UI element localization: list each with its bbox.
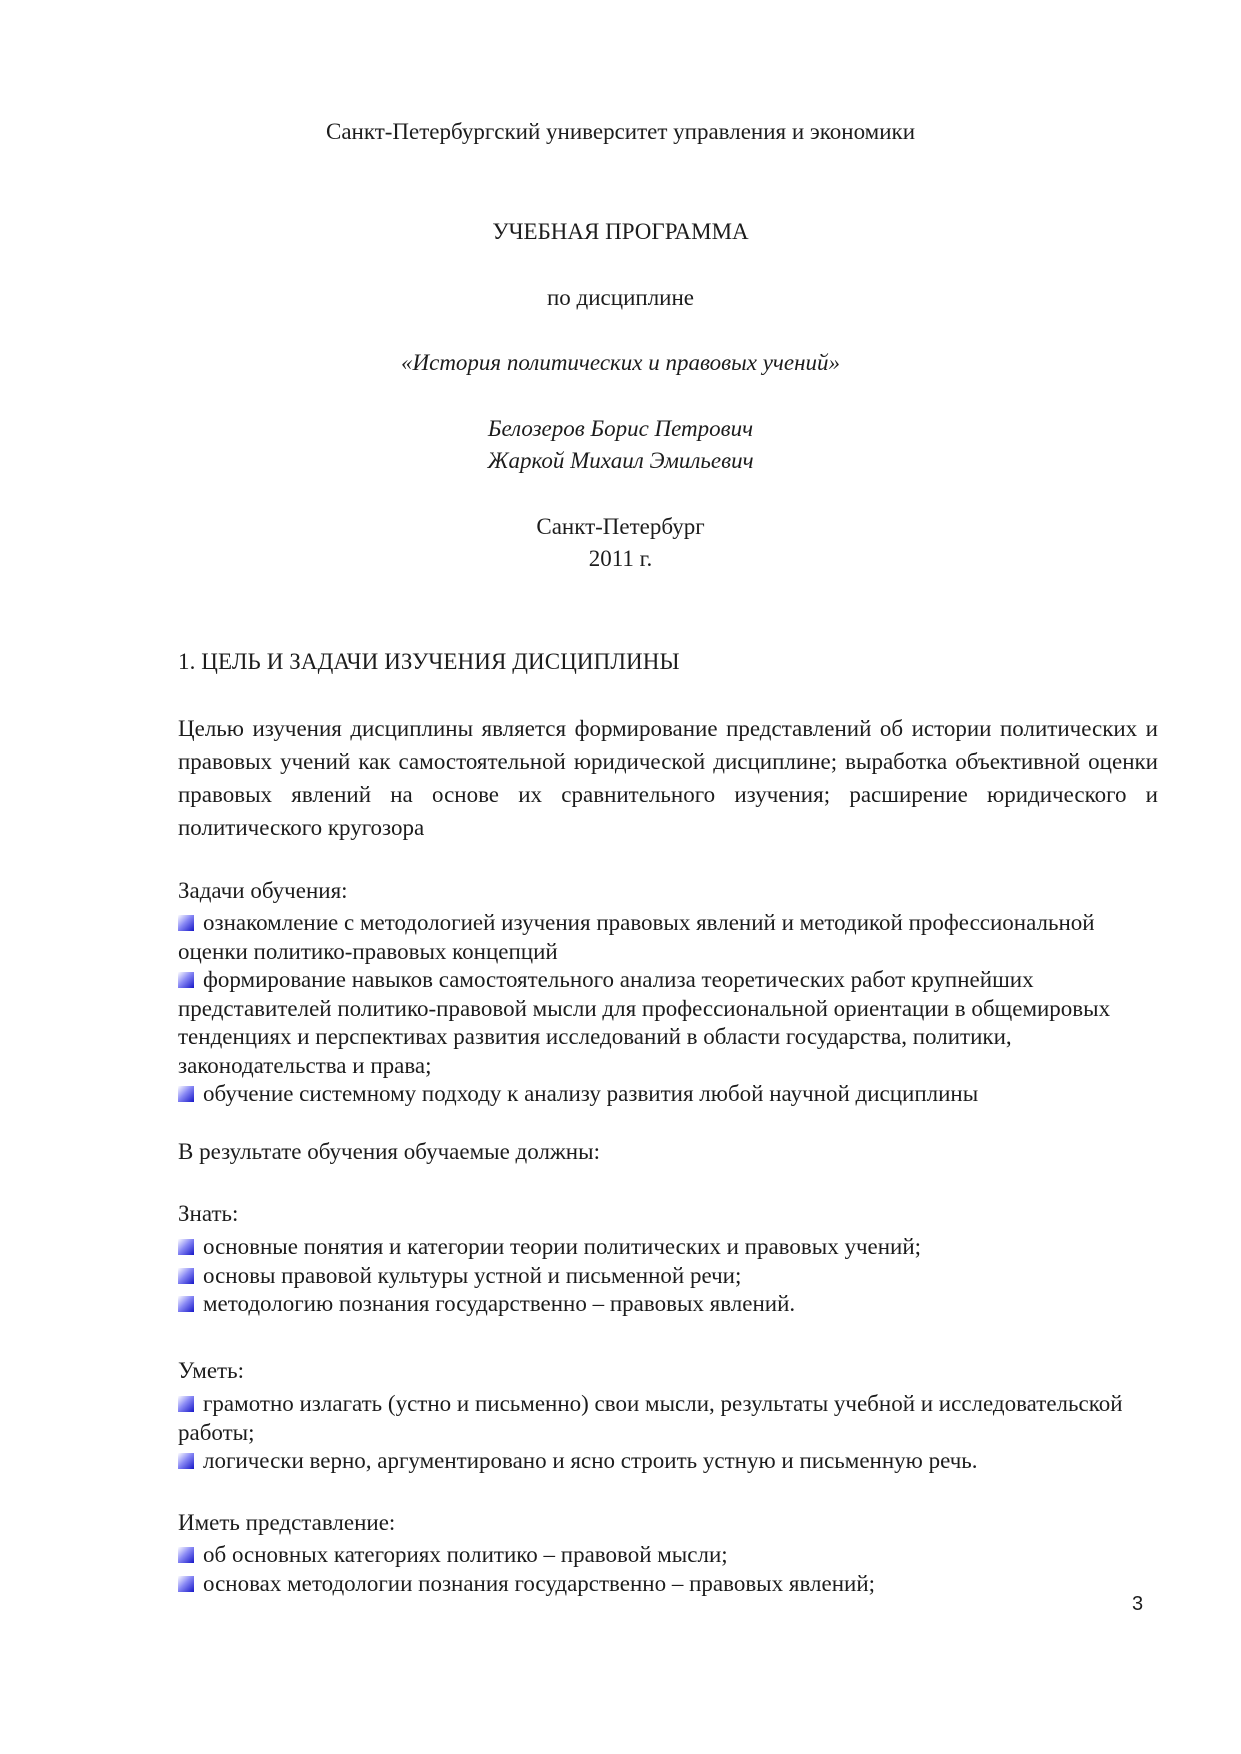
square-bullet-icon (178, 1239, 194, 1255)
list-item: грамотно излагать (устно и письменно) свои мысли, результаты учебной и исследовательской работы; (178, 1391, 1123, 1445)
goal-paragraph: Целью изучения дисциплины является формирование представлений об истории политических и правовых учений как самостоятельной юридической дисциплине; выработка объективной оценки правовых явлений на основе их сравнительного изучения; расширение юридического и политического кругозора (178, 716, 1158, 840)
square-bullet-icon (178, 1576, 194, 1592)
list-item: формирование навыков самостоятельного анализа теоретических работ крупнейших представителей политико-правовой мысли для профессиональной ориентации в общемировых тенденциях и перспективах развития исследований в области государства, политики, законодательства и права; (178, 967, 1111, 1078)
author-2: Жаркой Михаил Эмильевич (487, 448, 754, 473)
tasks-label: Задачи обучения: (178, 878, 348, 903)
year: 2011 г. (588, 546, 653, 571)
by-discipline-label: по дисциплине (546, 285, 694, 310)
list-item: методологию познания государственно – правовых явлений. (178, 1290, 1158, 1319)
page-number: 3 (1132, 1593, 1144, 1615)
list-item: логически верно, аргументировано и ясно строить устную и письменную речь. (178, 1447, 1158, 1476)
square-bullet-icon (178, 915, 194, 931)
author-1: Белозеров Борис Петрович (487, 416, 754, 441)
square-bullet-icon (178, 1453, 194, 1469)
list-item: об основных категориях политико – правовой мысли; (178, 1541, 1158, 1570)
document-type: УЧЕБНАЯ ПРОГРАММА (492, 219, 749, 244)
university-name: Санкт-Петербургский университет управления и экономики (325, 119, 915, 144)
can-label: Уметь: (178, 1358, 244, 1383)
section-heading: 1. ЦЕЛЬ И ЗАДАЧИ ИЗУЧЕНИЯ ДИСЦИПЛИНЫ (178, 649, 680, 674)
square-bullet-icon (178, 1086, 194, 1102)
tasks-list (178, 909, 1158, 1109)
list-item: основы правовой культуры устной и письменной речи; (178, 1262, 1158, 1291)
result-intro: В результате обучения обучаемые должны: (178, 1139, 600, 1164)
list-item: основные понятия и категории теории политических и правовых учений; (178, 1233, 1158, 1262)
city: Санкт-Петербург (536, 514, 705, 539)
list-item: ознакомление с методологией изучения правовых явлений и методикой профессиональной оценки политико-правовых концепций (178, 910, 1095, 964)
list-item: основах методологии познания государственно – правовых явлений; (178, 1570, 1158, 1599)
idea-label: Иметь представление: (178, 1510, 396, 1535)
list-item: обучение системному подходу к анализу развития любой научной дисциплины (178, 1080, 1158, 1109)
square-bullet-icon (178, 972, 194, 988)
know-list (178, 1233, 1158, 1319)
square-bullet-icon (178, 1296, 194, 1312)
can-list (178, 1390, 1158, 1476)
know-label: Знать: (178, 1201, 239, 1226)
discipline-title: «История политических и правовых учений» (401, 350, 840, 375)
square-bullet-icon (178, 1268, 194, 1284)
square-bullet-icon (178, 1547, 194, 1563)
idea-list (178, 1541, 1158, 1598)
square-bullet-icon (178, 1396, 194, 1412)
